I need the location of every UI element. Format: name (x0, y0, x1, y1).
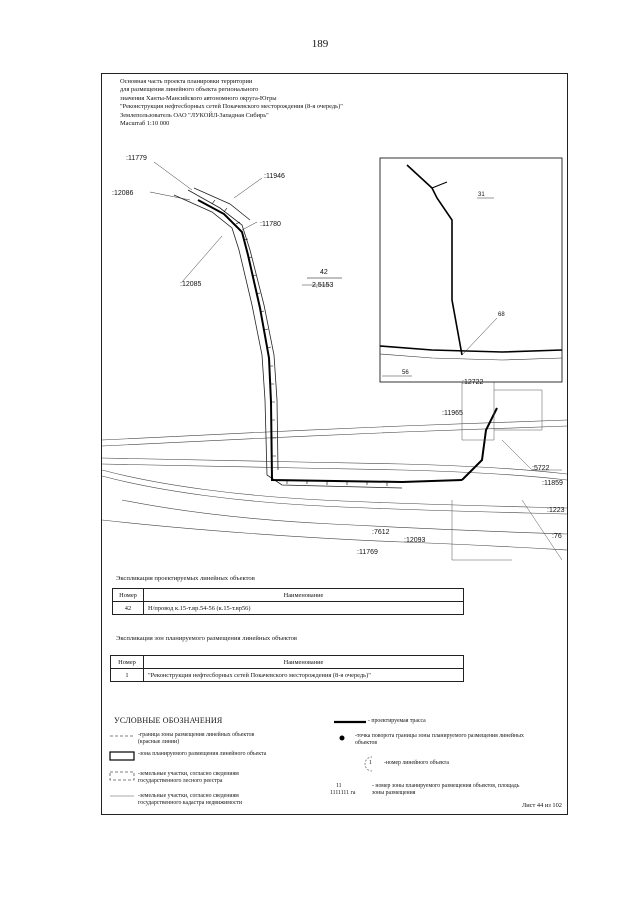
legend-item: -земельные участки, согласно сведениям государственного лесного реестра (138, 771, 239, 784)
route-ticks (212, 200, 387, 486)
legend-title: УСЛОВНЫЕ ОБОЗНАЧЕНИЯ (114, 716, 223, 725)
table-header-number: Номер (111, 656, 144, 669)
scale-line: Масштаб 1:10 000 (120, 120, 170, 128)
inset-panel (380, 158, 562, 382)
table-row (111, 669, 464, 682)
header-line: Основная часть проекта планировки территории (120, 78, 253, 85)
point-label: :12093 (404, 537, 426, 544)
legend-item: -точка поворота границы зоны планируемого размещения линейных объектов (355, 733, 524, 746)
legend-item: -земельные участки, согласно сведениям государственного кадастра недвижимости (138, 793, 243, 806)
page-number: 189 (311, 38, 329, 50)
header-line: Землепользователь ОАО "ЛУКОЙЛ-Западная Сибирь" (120, 111, 269, 119)
inset-label: 68 (498, 312, 505, 318)
header-line: "Реконструкция нефтесборных сетей Покачевского месторождения (8-я очередь)" (120, 103, 343, 111)
sheet-number: Лист 44 из 102 (521, 802, 562, 809)
legend-symbols-right (332, 716, 372, 786)
legend-circle-number: 1 (369, 760, 372, 766)
zone-boundaries (174, 188, 402, 488)
point-label: :12085 (180, 281, 202, 288)
table-cell: Н/провод к.15-т.вр.54-56 (к.15-т.вр56) (144, 602, 464, 615)
legend-item: -зона планируемого размещения линейного объекта (138, 751, 267, 757)
point-label: :12086 (112, 190, 134, 197)
header-line: для размещения линейного объекта регионального (120, 86, 259, 94)
legend-item: -граница зоны размещения линейных объектов (красные линии) (138, 732, 255, 745)
zones-table (110, 655, 464, 682)
table-cell: "Реконструкция нефтесборных сетей Покачевского месторождения (8-я очередь)" (144, 669, 464, 682)
linear-objects-table (112, 588, 464, 615)
legend-item: -номер линейного объекта (384, 760, 449, 766)
table-cell: 42 (113, 602, 144, 615)
legend-item: - проектируемая трасса (368, 718, 426, 724)
turn-point-symbol (340, 736, 345, 741)
point-label: :11780 (260, 221, 281, 228)
point-label: :11859 (542, 480, 563, 487)
header-line: значения Ханты-Мансийского автономного округа-Югры (120, 94, 277, 102)
point-label: :12722 (462, 379, 484, 386)
point-label: :5722 (532, 465, 550, 472)
road-corridor (102, 420, 567, 550)
table-header-name: Наименование (144, 656, 464, 669)
forest-parcel-symbol (110, 772, 134, 780)
table-header-name: Наименование (144, 589, 464, 602)
table-row (113, 602, 464, 615)
table2-title: Экспликация зон планируемого размещения линейных объектов (116, 635, 298, 642)
point-label: :7612 (372, 529, 390, 536)
zone-code-bottom: 1111111 га (330, 790, 356, 796)
drawing-header (120, 78, 343, 128)
legend-item: - номер зоны планируемого размещения объектов, площадь зоны размещения (372, 783, 520, 796)
inset-label: 31 (478, 192, 485, 198)
zone-rect-symbol (110, 752, 134, 760)
line-area-label: 2,5153 (312, 282, 334, 289)
point-label: :1223 (547, 507, 565, 514)
table1-title: Экспликация проектируемых линейных объектов (116, 575, 255, 582)
planning-map (102, 140, 567, 572)
table-cell: 1 (111, 669, 144, 682)
point-label: :11779 (126, 155, 147, 162)
table-header-number: Номер (113, 589, 144, 602)
point-label: :76 (552, 533, 562, 540)
zone-code-top: 11 (336, 783, 342, 789)
inset-label: 56 (402, 370, 409, 376)
point-label: :11946 (264, 173, 285, 180)
line-number-label: 42 (320, 269, 328, 276)
point-label: :11769 (357, 549, 378, 556)
point-label: :11965 (442, 410, 463, 417)
